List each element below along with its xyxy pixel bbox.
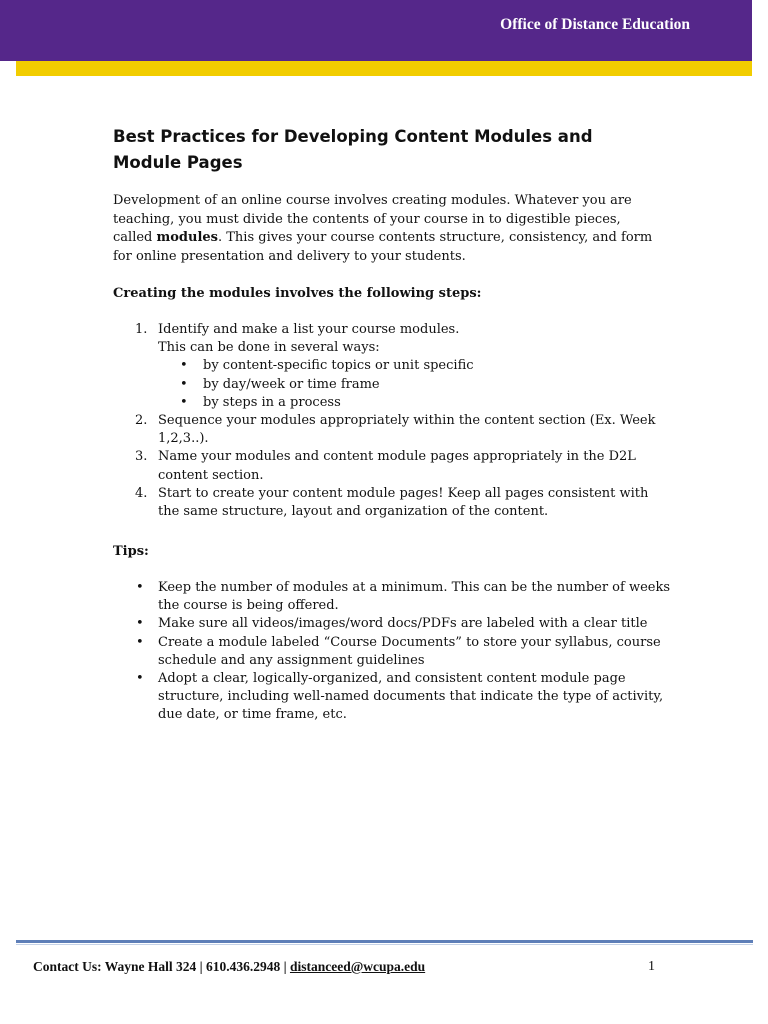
intro-paragraph <box>113 192 658 266</box>
bullet-icon: • <box>180 358 188 374</box>
bullet-icon: • <box>180 394 188 410</box>
bullet-icon: • <box>136 671 144 687</box>
page-number: 1 <box>648 959 655 974</box>
step-number: 1. <box>135 322 148 337</box>
steps-list <box>113 321 673 521</box>
sub-item-text: by content-specific topics or unit specific <box>203 358 474 374</box>
intro-bold-term: modules <box>156 230 218 245</box>
tip-item <box>113 579 673 615</box>
footer-rule <box>16 940 753 943</box>
step-text: Start to create your content module pages! Keep all pages consistent with the same structure, layout and organization of the content. <box>158 485 649 520</box>
footer-rule-shadow <box>16 944 753 945</box>
contact-text: Contact Us: Wayne Hall 324 | 610.436.2948 | <box>33 959 290 974</box>
tip-text: Create a module labeled “Course Documents” to store your syllabus, course schedule and any assignment guidelines <box>158 634 661 668</box>
step-item <box>113 321 673 412</box>
step-number: 2. <box>135 413 148 429</box>
document-title: Best Practices for Developing Content Modules and Module Pages <box>113 127 593 172</box>
email-link[interactable]: distanceed@wcupa.edu <box>289 959 426 974</box>
intro-text-before: Development of an online course involves creating modules. Whatever you are teaching, you must divide the contents of your course in to digestible pieces, called <box>113 193 632 245</box>
step-item <box>113 448 673 484</box>
bullet-icon: • <box>136 580 144 595</box>
sub-item <box>158 357 673 375</box>
bullet-icon: • <box>136 634 144 650</box>
tips-list <box>113 579 673 725</box>
tip-text: Make sure all videos/images/word docs/PDFs are labeled with a clear title <box>158 616 648 632</box>
sub-item-text: by day/week or time frame <box>203 376 380 392</box>
sub-item <box>158 376 673 394</box>
step-item <box>113 412 673 448</box>
step-number: 4. <box>135 485 148 501</box>
tip-item <box>113 615 673 633</box>
tip-item <box>113 634 673 670</box>
bullet-icon: • <box>180 376 188 392</box>
steps-heading: Creating the modules involves the following steps: <box>113 286 482 301</box>
step-number: 3. <box>135 449 148 465</box>
step-text: Name your modules and content module pages appropriately in the D2L content section. <box>158 449 636 483</box>
footer-contact <box>33 959 425 975</box>
step-sublist <box>158 357 673 412</box>
step-subtext: This can be done in several ways: <box>158 340 380 356</box>
step-item <box>113 485 673 521</box>
intro-text-after: . This gives your course contents structure, consistency, and form for online presentation and delivery to your students. <box>113 230 653 264</box>
step-text: Identify and make a list your course modules. <box>158 322 460 337</box>
bullet-icon: • <box>136 616 144 632</box>
tip-item <box>113 670 673 725</box>
header-band-gold <box>16 61 752 76</box>
tip-text: Keep the number of modules at a minimum. This can be the number of weeks the course is being offered. <box>158 580 671 614</box>
tips-heading: Tips: <box>113 544 149 559</box>
tip-text: Adopt a clear, logically-organized, and consistent content module page structure, including well-named documents that indicate the type of activity, due date, or time frame, etc. <box>158 671 664 723</box>
sub-item <box>158 394 673 412</box>
step-text: Sequence your modules appropriately within the content section (Ex. Week 1,2,3..). <box>158 413 656 447</box>
office-title: Office of Distance Education <box>500 16 690 33</box>
sub-item-text: by steps in a process <box>203 394 341 410</box>
